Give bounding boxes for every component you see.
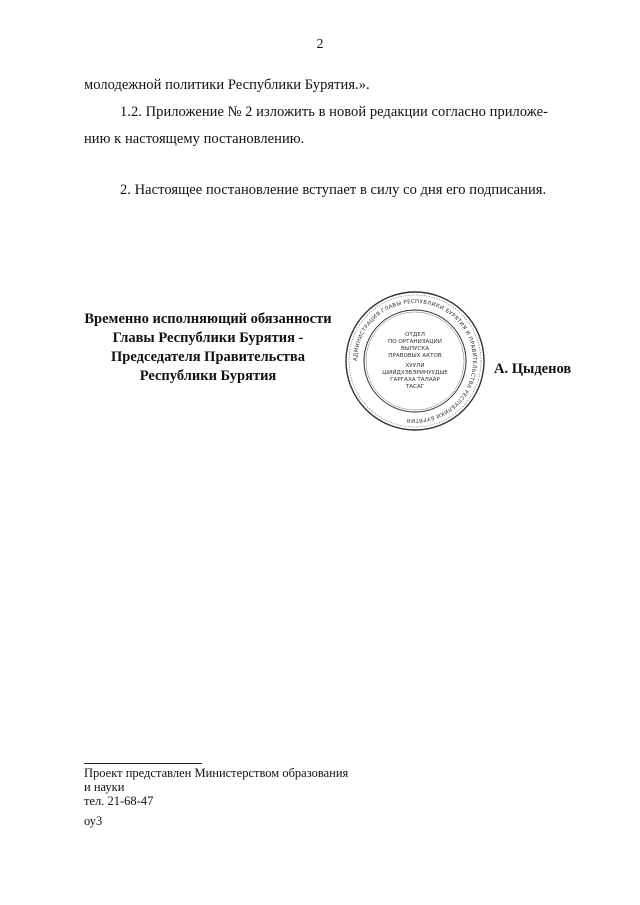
signatory-title-line-3: Председателя Правительства — [111, 349, 305, 365]
seal-inner-line: ВЫПУСКА — [400, 346, 430, 352]
footnote-divider — [84, 763, 202, 764]
footnote-code: оу3 — [84, 814, 103, 828]
body-line-3: нию к настоящему постановлению. — [84, 131, 305, 147]
seal-inner-line: ПО ОРГАНИЗАЦИИ — [388, 339, 442, 345]
footnote-line-2: и науки — [84, 780, 125, 794]
body-line-4: 2. Настоящее постановление вступает в силу со дня его подписания. — [120, 182, 547, 198]
seal-inner-line: ТАСАГ — [405, 384, 425, 390]
signatory-title-line-4: Республики Бурятия — [139, 368, 277, 384]
signatory-title-line-1: Временно исполняющий обязанности — [84, 311, 332, 327]
seal-inner-line: ШИЙДХЭБЭРИНУУДЫЕ — [382, 370, 448, 376]
svg-text:АДМИНИСТРАЦИЯ ГЛАВЫ РЕСПУБЛИКИ — [353, 299, 477, 423]
body-line-2: 1.2. Приложение № 2 изложить в новой редакции согласно приложе- — [120, 104, 549, 120]
signatory-title — [72, 310, 344, 386]
seal-inner-line: ГАРГАХА ТАЛААР — [390, 377, 440, 383]
signatory-title-line-2: Главы Республики Бурятия - — [112, 330, 304, 346]
seal-outer-text: АДМИНИСТРАЦИЯ ГЛАВЫ РЕСПУБЛИКИ БУРЯТИЯ И ПРАВИТЕЛЬСТВА РЕСПУБЛИКИ БУРЯТИЯ — [352, 298, 478, 424]
footnote-phone: тел. 21-68-47 — [84, 794, 154, 808]
footnote-line-1: Проект представлен Министерством образования — [84, 766, 349, 780]
seal-inner-line: ОТДЕЛ — [405, 332, 425, 338]
seal-inner-line: ПРАВОВЫХ АКТОВ — [388, 353, 442, 359]
signatory-name: А. Цыденов — [494, 361, 572, 377]
body-line-1: молодежной политики Республики Бурятия.». — [84, 77, 370, 93]
seal-inner-line: ХУУЛИ — [405, 363, 425, 369]
official-seal-stamp — [344, 290, 486, 432]
page-number: 2 — [316, 37, 324, 52]
